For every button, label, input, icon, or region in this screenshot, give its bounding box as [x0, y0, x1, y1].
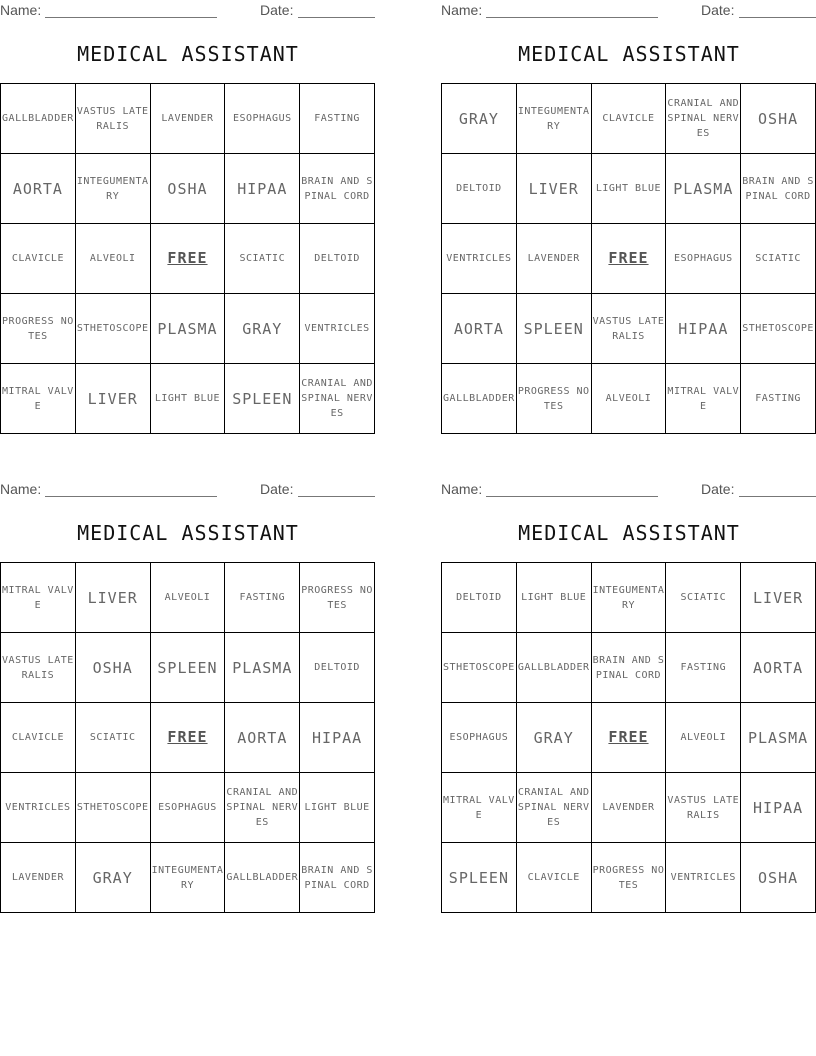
bingo-cell: OSHA: [76, 633, 151, 703]
bingo-grid: [441, 83, 816, 434]
bingo-cell: STHETOSCOPE: [442, 633, 517, 703]
free-space-cell: FREE: [592, 703, 667, 773]
date-label: Date:: [260, 481, 294, 497]
bingo-cell: LIVER: [76, 364, 151, 434]
bingo-cell: VASTUS LATERALIS: [592, 294, 667, 364]
free-space-cell: FREE: [151, 224, 226, 294]
bingo-cell: VENTRICLES: [666, 843, 741, 913]
bingo-cell: GRAY: [225, 294, 300, 364]
date-label: Date:: [701, 481, 735, 497]
bingo-cell: LIVER: [76, 563, 151, 633]
bingo-grid: [441, 562, 816, 913]
bingo-cell: HIPAA: [741, 773, 816, 843]
date-blank-line: [739, 496, 816, 497]
name-date-row: [0, 479, 376, 499]
bingo-card-3: [0, 479, 376, 891]
bingo-cell: INTEGUMENTARY: [76, 154, 151, 224]
bingo-cell: ALVEOLI: [151, 563, 226, 633]
bingo-cell: GALLBLADDER: [442, 364, 517, 434]
bingo-cell: ESOPHAGUS: [151, 773, 226, 843]
bingo-cell: ALVEOLI: [76, 224, 151, 294]
bingo-cell: LAVENDER: [592, 773, 667, 843]
bingo-cell: LIGHT BLUE: [517, 563, 592, 633]
bingo-cell: MITRAL VALVE: [1, 563, 76, 633]
card-title: MEDICAL ASSISTANT: [518, 42, 740, 66]
bingo-cell: VASTUS LATERALIS: [666, 773, 741, 843]
bingo-cell: FASTING: [666, 633, 741, 703]
date-blank-line: [739, 17, 816, 18]
name-label: Name:: [0, 481, 42, 497]
card-title: MEDICAL ASSISTANT: [518, 521, 740, 545]
bingo-cell: LIVER: [517, 154, 592, 224]
bingo-cell: AORTA: [741, 633, 816, 703]
bingo-cell: CLAVICLE: [1, 703, 76, 773]
bingo-cell: LIVER: [741, 563, 816, 633]
date-label: Date:: [701, 2, 735, 18]
bingo-cell: VENTRICLES: [300, 294, 375, 364]
bingo-cell: AORTA: [442, 294, 517, 364]
bingo-card-1: [0, 0, 376, 419]
bingo-cell: DELTOID: [442, 154, 517, 224]
bingo-cell: PLASMA: [151, 294, 226, 364]
bingo-cell: INTEGUMENTARY: [517, 84, 592, 154]
bingo-grid: [0, 562, 375, 913]
bingo-cell: LAVENDER: [151, 84, 226, 154]
date-blank-line: [298, 17, 375, 18]
bingo-cell: LIGHT BLUE: [592, 154, 667, 224]
bingo-cell: FASTING: [225, 563, 300, 633]
bingo-cell: CRANIAL AND SPINAL NERVES: [666, 84, 741, 154]
bingo-cell: PROGRESS NOTES: [300, 563, 375, 633]
bingo-cell: CLAVICLE: [592, 84, 667, 154]
name-blank-line: [486, 496, 658, 497]
bingo-cell: ESOPHAGUS: [225, 84, 300, 154]
bingo-cell: ALVEOLI: [666, 703, 741, 773]
bingo-cell: MITRAL VALVE: [442, 773, 517, 843]
bingo-cell: FASTING: [300, 84, 375, 154]
bingo-cell: SCIATIC: [225, 224, 300, 294]
bingo-cell: VENTRICLES: [442, 224, 517, 294]
bingo-cell: SPLEEN: [151, 633, 226, 703]
bingo-cell: GALLBLADDER: [1, 84, 76, 154]
bingo-cell: MITRAL VALVE: [666, 364, 741, 434]
name-label: Name:: [0, 2, 42, 18]
bingo-cell: CLAVICLE: [517, 843, 592, 913]
bingo-card-4: [441, 479, 816, 891]
bingo-cell: CRANIAL AND SPINAL NERVES: [225, 773, 300, 843]
bingo-cell: ALVEOLI: [592, 364, 667, 434]
bingo-grid: [0, 83, 375, 434]
date-label: Date:: [260, 2, 294, 18]
name-blank-line: [45, 17, 217, 18]
bingo-cell: LIGHT BLUE: [300, 773, 375, 843]
bingo-card-2: [441, 0, 816, 412]
bingo-cell: BRAIN AND SPINAL CORD: [592, 633, 667, 703]
name-date-row: [441, 479, 816, 499]
bingo-cell: VASTUS LATERALIS: [1, 633, 76, 703]
name-blank-line: [486, 17, 658, 18]
bingo-cell: SPLEEN: [517, 294, 592, 364]
bingo-cell: STHETOSCOPE: [76, 773, 151, 843]
bingo-cell: BRAIN AND SPINAL CORD: [741, 154, 816, 224]
name-blank-line: [45, 496, 217, 497]
bingo-cell: GRAY: [442, 84, 517, 154]
date-blank-line: [298, 496, 375, 497]
bingo-cell: CLAVICLE: [1, 224, 76, 294]
bingo-cell: FASTING: [741, 364, 816, 434]
bingo-cell: HIPAA: [666, 294, 741, 364]
bingo-cell: VASTUS LATERALIS: [76, 84, 151, 154]
bingo-cell: SPLEEN: [442, 843, 517, 913]
bingo-cell: PLASMA: [225, 633, 300, 703]
bingo-cell: GRAY: [517, 703, 592, 773]
bingo-cell: INTEGUMENTARY: [592, 563, 667, 633]
name-date-row: [441, 0, 816, 20]
bingo-cell: STHETOSCOPE: [741, 294, 816, 364]
free-space-cell: FREE: [151, 703, 226, 773]
bingo-cell: PLASMA: [741, 703, 816, 773]
bingo-cell: OSHA: [741, 84, 816, 154]
name-date-row: [0, 0, 376, 20]
name-label: Name:: [441, 2, 483, 18]
bingo-cell: DELTOID: [300, 633, 375, 703]
bingo-cell: SCIATIC: [666, 563, 741, 633]
bingo-cell: HIPAA: [225, 154, 300, 224]
bingo-cell: LIGHT BLUE: [151, 364, 226, 434]
bingo-cell: CRANIAL AND SPINAL NERVES: [300, 364, 375, 434]
bingo-cell: PLASMA: [666, 154, 741, 224]
bingo-cell: GALLBLADDER: [225, 843, 300, 913]
bingo-cell: ESOPHAGUS: [442, 703, 517, 773]
bingo-cell: INTEGUMENTARY: [151, 843, 226, 913]
bingo-cell: BRAIN AND SPINAL CORD: [300, 154, 375, 224]
bingo-cell: HIPAA: [300, 703, 375, 773]
bingo-cell: DELTOID: [300, 224, 375, 294]
free-space-cell: FREE: [592, 224, 667, 294]
bingo-cell: SCIATIC: [741, 224, 816, 294]
bingo-cell: DELTOID: [442, 563, 517, 633]
bingo-cell: OSHA: [741, 843, 816, 913]
bingo-cell: VENTRICLES: [1, 773, 76, 843]
bingo-cell: GALLBLADDER: [517, 633, 592, 703]
name-label: Name:: [441, 481, 483, 497]
bingo-cell: GRAY: [76, 843, 151, 913]
bingo-cell: SCIATIC: [76, 703, 151, 773]
bingo-cell: CRANIAL AND SPINAL NERVES: [517, 773, 592, 843]
bingo-cell: LAVENDER: [517, 224, 592, 294]
bingo-cell: PROGRESS NOTES: [517, 364, 592, 434]
card-title: MEDICAL ASSISTANT: [77, 521, 299, 545]
bingo-cell: PROGRESS NOTES: [1, 294, 76, 364]
bingo-cell: ESOPHAGUS: [666, 224, 741, 294]
bingo-cell: LAVENDER: [1, 843, 76, 913]
bingo-cell: MITRAL VALVE: [1, 364, 76, 434]
bingo-cell: BRAIN AND SPINAL CORD: [300, 843, 375, 913]
bingo-cell: AORTA: [1, 154, 76, 224]
bingo-cell: AORTA: [225, 703, 300, 773]
card-title: MEDICAL ASSISTANT: [77, 42, 299, 66]
bingo-cell: PROGRESS NOTES: [592, 843, 667, 913]
bingo-cell: SPLEEN: [225, 364, 300, 434]
bingo-cell: STHETOSCOPE: [76, 294, 151, 364]
bingo-cell: OSHA: [151, 154, 226, 224]
